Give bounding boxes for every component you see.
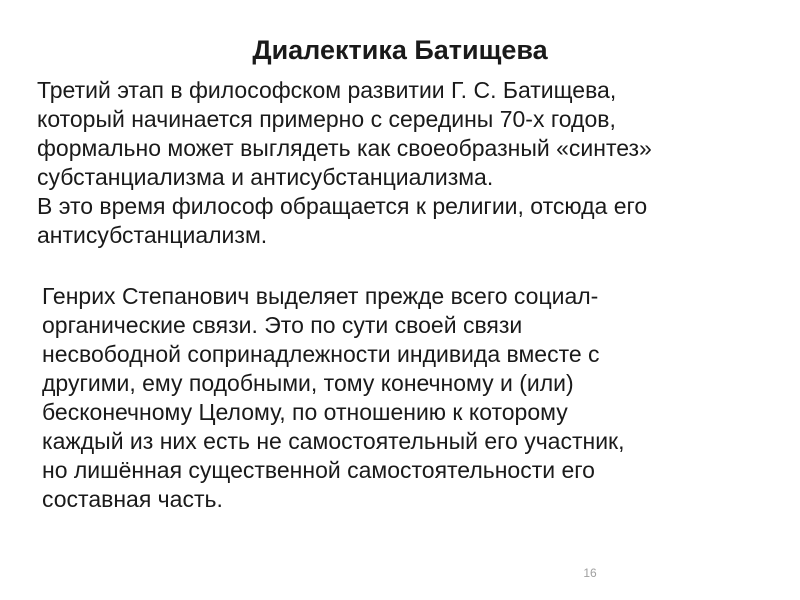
text-line: Генрих Степанович выделяет прежде всего социал- (42, 283, 599, 309)
slide-title: Диалектика Батищева (252, 35, 548, 65)
text-line: антисубстанциализм. (37, 222, 268, 248)
text-line: который начинается примерно с середины 70-х годов, (37, 106, 616, 132)
paragraph-intro (37, 76, 652, 250)
text-line: составная часть. (42, 486, 223, 512)
text-line: несвободной сопринадлежности индивида вместе с (42, 341, 600, 367)
text-line: органические связи. Это по сути своей связи (42, 312, 523, 338)
text-line: другими, ему подобными, тому конечному и (или) (42, 370, 574, 396)
text-line: но лишённая существенной самостоятельности его (42, 457, 595, 483)
text-line: формально может выглядеть как своеобразный «синтез» (37, 135, 652, 161)
text-line: каждый из них есть не самостоятельный его участник, (42, 428, 625, 454)
text-line: субстанциализма и антисубстанциализма. (37, 164, 494, 190)
paragraph-social-organic (42, 282, 625, 514)
page-number: 16 (583, 566, 597, 580)
text-line: бесконечному Целому, по отношению к которому (42, 399, 568, 425)
text-line: В это время философ обращается к религии, отсюда его (37, 193, 648, 219)
text-line: Третий этап в философском развитии Г. С. Батищева, (37, 77, 617, 103)
